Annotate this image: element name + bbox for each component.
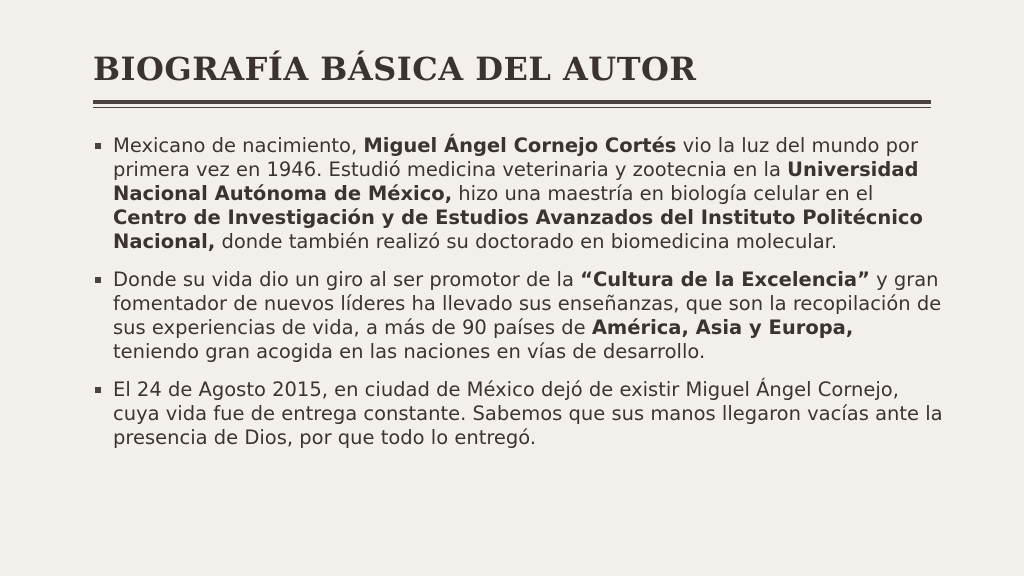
bullet-text: y gran fomentador de nuevos líderes ha llevado sus enseñanzas, que son la recopilación de sus experiencias de vida, a más de 90 países de [113, 268, 942, 339]
bullet-text: vio la luz del mundo por primera vez en 1946. Estudió medicina veterinaria y zootecnia en la [113, 134, 919, 181]
bullet-item-birth-education [93, 134, 943, 254]
highlight-university: Universidad Nacional Autónoma de México, [113, 158, 919, 205]
title-divider-thick [93, 100, 931, 104]
bullet-text: Donde su vida dio un giro al ser promotor de la [113, 268, 581, 291]
highlight-continents: América, Asia y Europa, [591, 316, 854, 339]
title-divider-thin [93, 107, 931, 108]
bullet-text: Mexicano de nacimiento, [113, 134, 364, 157]
square-bullet-icon [95, 387, 101, 393]
square-bullet-icon [95, 277, 101, 283]
slide-title: BIOGRAFÍA BÁSICA DEL AUTOR [93, 50, 697, 88]
bullet-text: teniendo gran acogida en las naciones en vías de desarrollo. [113, 340, 706, 363]
bullet-item-career [93, 268, 943, 364]
bullet-text: hizo una maestría en biología celular en el [452, 182, 874, 205]
bullet-list [93, 134, 943, 464]
bullet-item-death [93, 378, 943, 450]
highlight-research-center: Centro de Investigación y de Estudios Avanzados del Instituto Politécnico Nacional, [113, 206, 923, 253]
square-bullet-icon [95, 143, 101, 149]
highlight-name: Miguel Ángel Cornejo Cortés [363, 134, 677, 157]
bullet-text: donde también realizó su doctorado en biomedicina molecular. [215, 230, 838, 253]
highlight-culture-excellence: “Cultura de la Excelencia” [580, 268, 870, 291]
bullet-text: El 24 de Agosto 2015, en ciudad de México dejó de existir Miguel Ángel Cornejo, cuya vida fue de entrega constante. Sabemos que sus manos llegaron vacías ante la presencia de Dios, por que todo lo entregó. [113, 378, 943, 449]
